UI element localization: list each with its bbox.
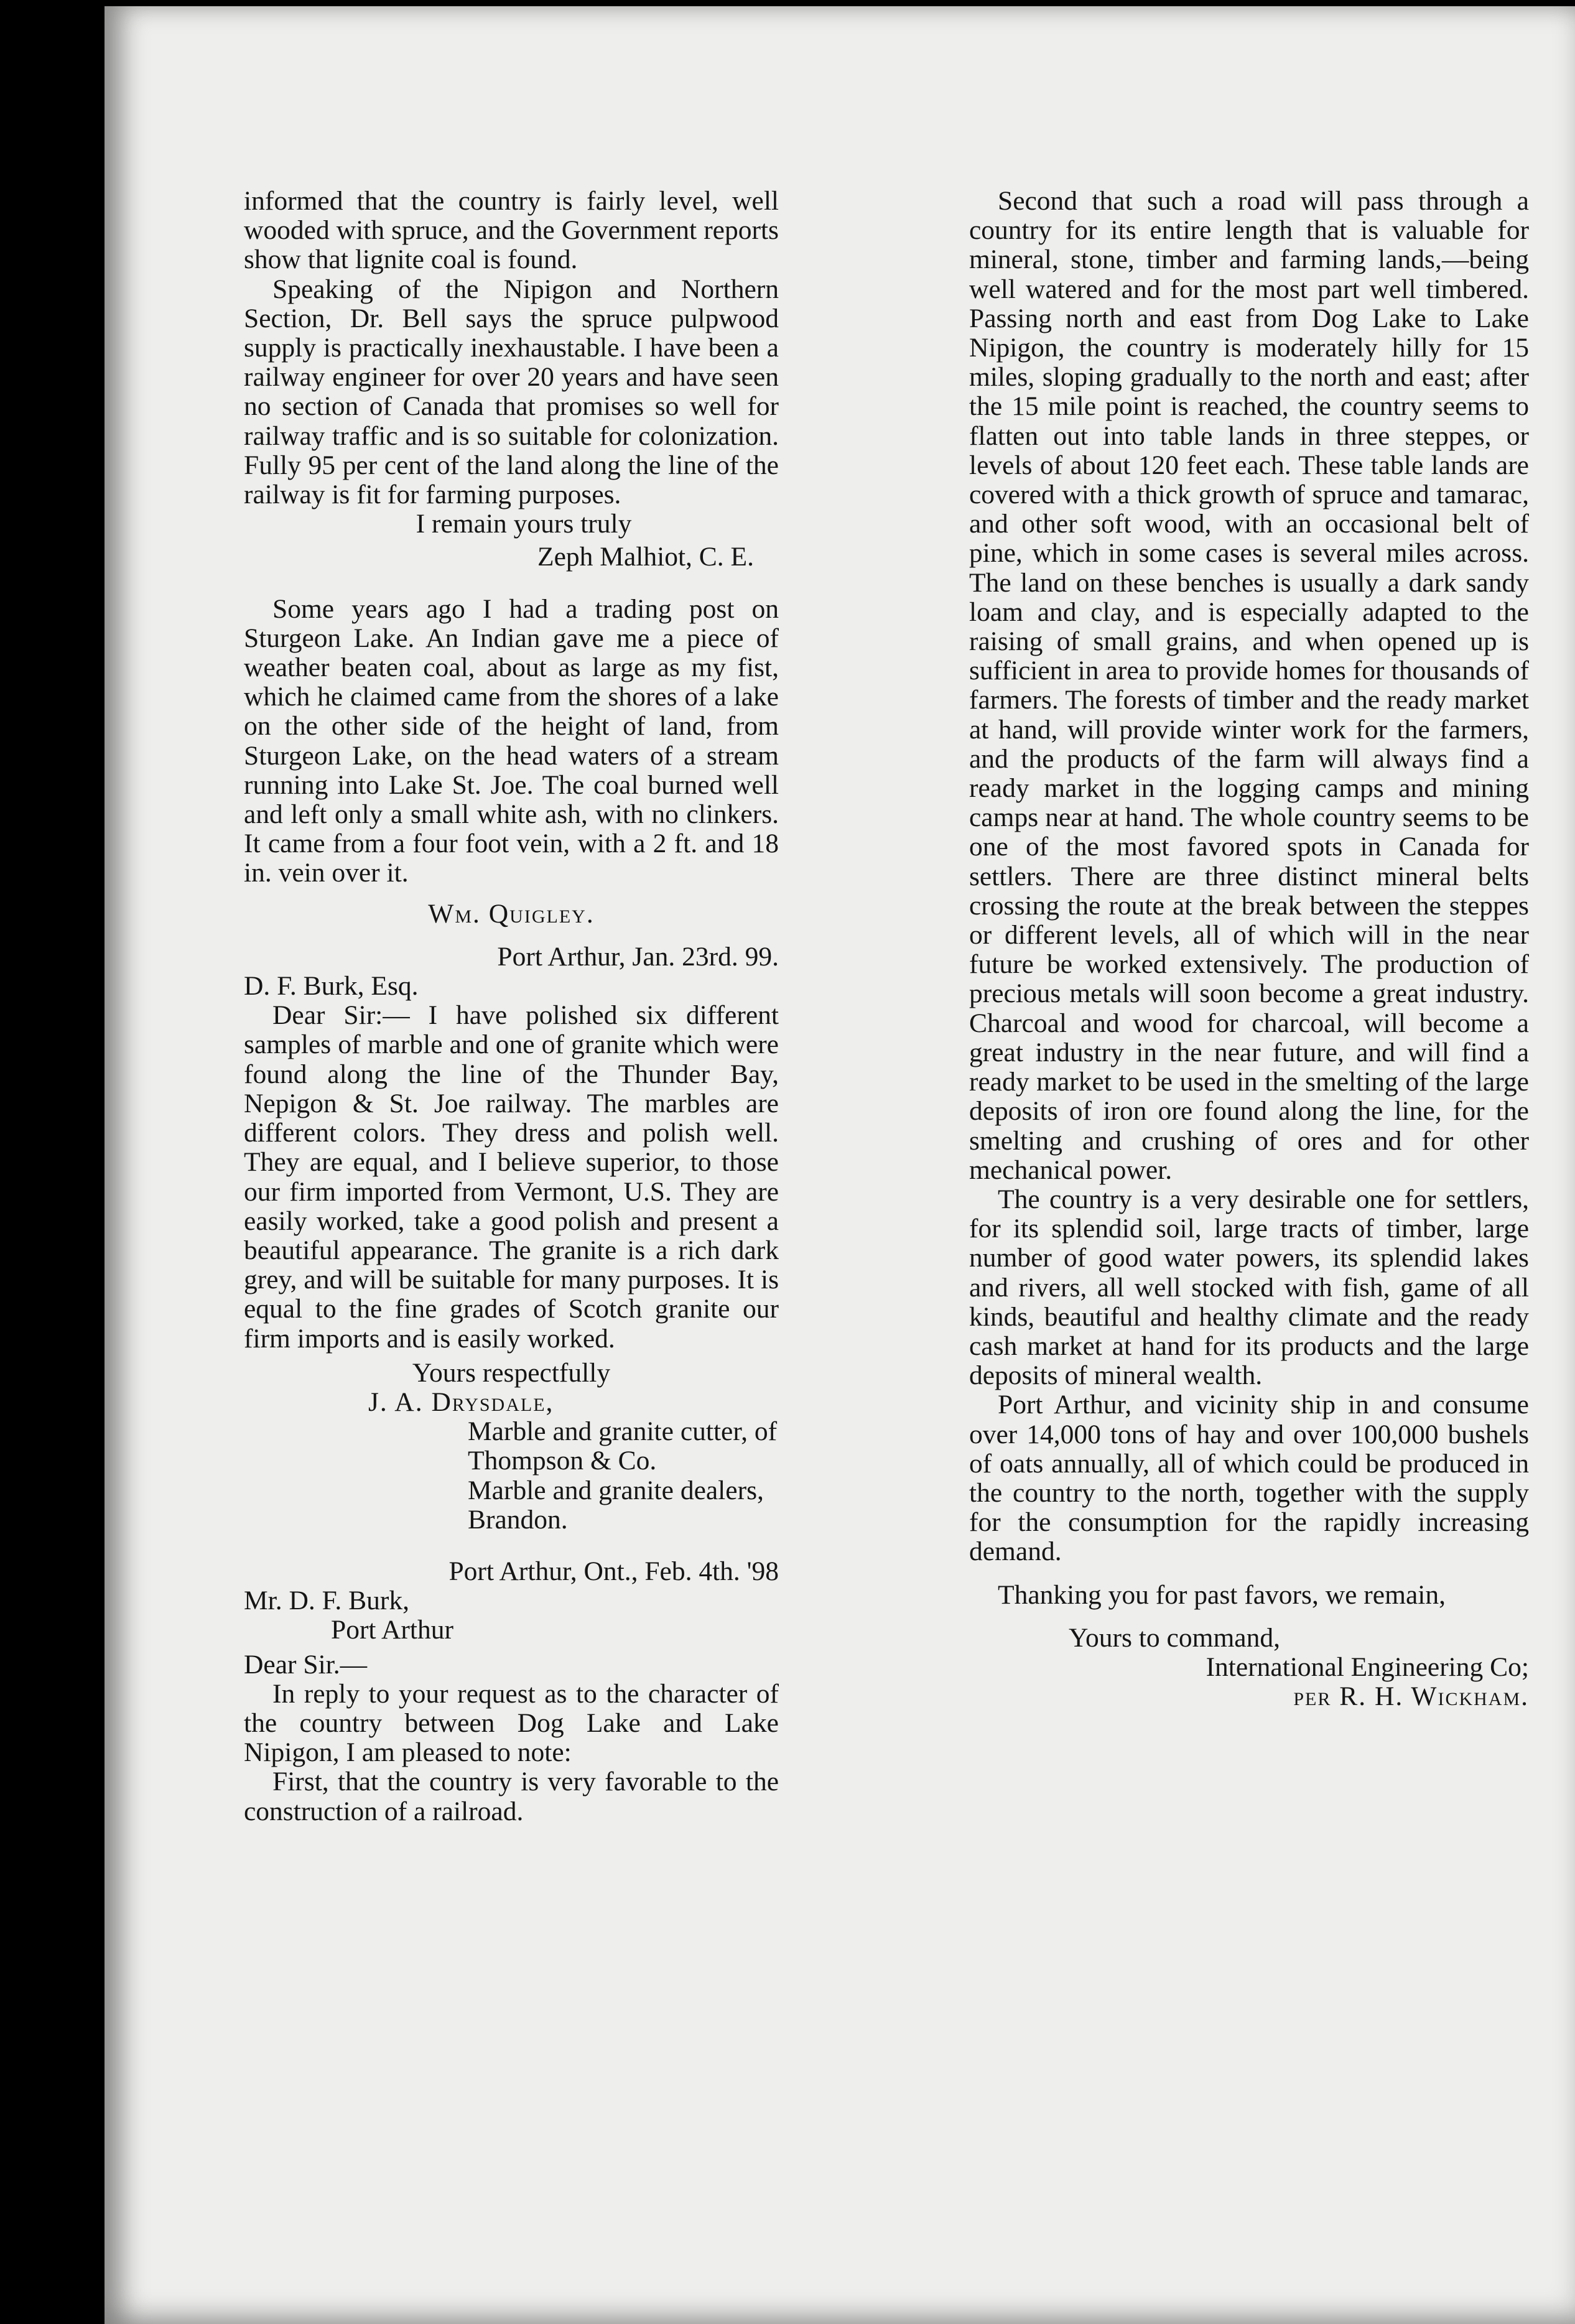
document-page [105, 6, 1575, 2324]
signature-closing: I remain yours truly [416, 509, 632, 539]
letter-paragraph: In reply to your request as to the character of the country between Dog Lake and Lake Nipigon, I am pleased to note: [244, 1678, 779, 1768]
signature-closing: Yours to command, [1069, 1622, 1280, 1653]
signature-closing: Yours respectfully [412, 1357, 611, 1388]
letter-paragraph: Dear Sir:— I have polished six different samples of marble and one of granite which were found along the line of the Thunder Bay, Nepigon & St. Joe railway. The marbles are different colors. They dress and polish well. They are equal, and I believe superior, to those our firm imported from Vermont, U.S. They are easily worked, take a good polish and present a beautiful appearance. The granite is a rich dark grey, and will be suitable for many purposes. It is equal to the fine grades of Scotch granite our firm imports and is easily worked. [244, 1000, 779, 1354]
left-column [244, 187, 779, 1826]
addressee: D. F. Burk, Esq. [244, 971, 419, 1002]
signature-company: International Engineering Co; [1206, 1652, 1529, 1682]
addressee: Mr. D. F. Burk, [244, 1586, 410, 1616]
letter-paragraph: Some years ago I had a trading post on Sturgeon Lake. An Indian gave me a piece of weather beaten coal, about as large as my fist, which he claimed came from the shores of a lake on the other side of the height of land, from Sturgeon Lake, on the head waters of a stream running into Lake St. Joe. The coal burned well and left only a small white ash, with no clinkers. It came from a four foot vein, with a 2 ft. and 18 in. vein over it. [244, 593, 779, 888]
salutation: Dear Sir.— [244, 1649, 368, 1680]
signature-role: Marble and granite dealers, Brandon. [468, 1475, 764, 1535]
signature-name: per R. H. Wickham. [1293, 1681, 1529, 1712]
letter-paragraph: The country is a very desirable one for settlers, for its splendid soil, large tracts of timber, large number of good water powers, its splendid lakes and rivers, all well stocked with fish, game of all kinds, beautiful and healthy climate and the ready cash market at hand for its products and the large deposits of mineral wealth. [969, 1184, 1529, 1391]
dateline: Port Arthur, Ont., Feb. 4th. '98 [448, 1556, 779, 1586]
signature-name: Wm. Quigley. [428, 898, 595, 929]
letter-paragraph: First, that the country is very favorable to the construction of a railroad. [244, 1767, 779, 1826]
signature-name: J. A. Drysdale, [368, 1387, 554, 1417]
right-column [969, 187, 1529, 1711]
signature-role: Marble and granite cutter, of Thompson & Co. [468, 1416, 778, 1476]
letter-paragraph: Port Arthur, and vicinity ship in and consume over 14,000 tons of hay and over 100,000 bushels of oats annually, all of which could be produced in the country to the north, together with the supply for the consumption for the rapidly increasing demand. [969, 1390, 1529, 1567]
signature-name: Zeph Malhiot, C. E. [537, 542, 754, 572]
letter-paragraph: Thanking you for past favors, we remain, [998, 1579, 1446, 1610]
letter-paragraph: Second that such a road will pass through a country for its entire length that is valuable for mineral, stone, timber and farming lands,—being well watered and for the most part well timbered. Passing north and east from Dog Lake to Lake Nipigon, the country is moderately hilly for 15 miles, sloping gradually to the north and east; after the 15 mile point is reached, the country seems to flatten out into table lands in three steppes, or levels of about 120 feet each. These table lands are covered with a thick growth of spruce and tamarac, and other soft wood, with an occasional belt of pine, which in some cases is several miles across. The land on these benches is usually a dark sandy loam and clay, and is especially adapted to the raising of small grains, and when opened up is sufficient in area to provide homes for thousands of farmers. The forests of timber and the ready market at hand, will provide winter work for the farmers, and the products of the farm will always find a ready market in the logging camps and mining camps near at hand. The whole country seems to be one of the most favored spots in Canada for settlers. There are three distinct mineral belts crossing the route at the break between the steppes or different levels, all of which will in the near future be worked extensively. The production of precious metals will soon become a great industry. Charcoal and wood for charcoal, will become a great industry in the near future, and will find a ready market to be used in the smelting of the large deposits of iron ore found along the line, for the smelting and crushing of ores and for other mechanical power. [969, 186, 1529, 1185]
letter-paragraph: Speaking of the Nipigon and Northern Section, Dr. Bell says the spruce pulpwood supply is practically inexhaustable. I have been a railway engineer for over 20 years and have seen no section of Canada that promises so well for railway traffic and is so suitable for colonization. Fully 95 per cent of the land along the line of the railway is fit for farming purposes. [244, 274, 779, 510]
letter-paragraph: informed that the country is fairly level, well wooded with spruce, and the Government reports show that lignite coal is found. [244, 186, 779, 275]
dateline: Port Arthur, Jan. 23rd. 99. [497, 941, 779, 972]
addressee-location: Port Arthur [331, 1615, 453, 1645]
